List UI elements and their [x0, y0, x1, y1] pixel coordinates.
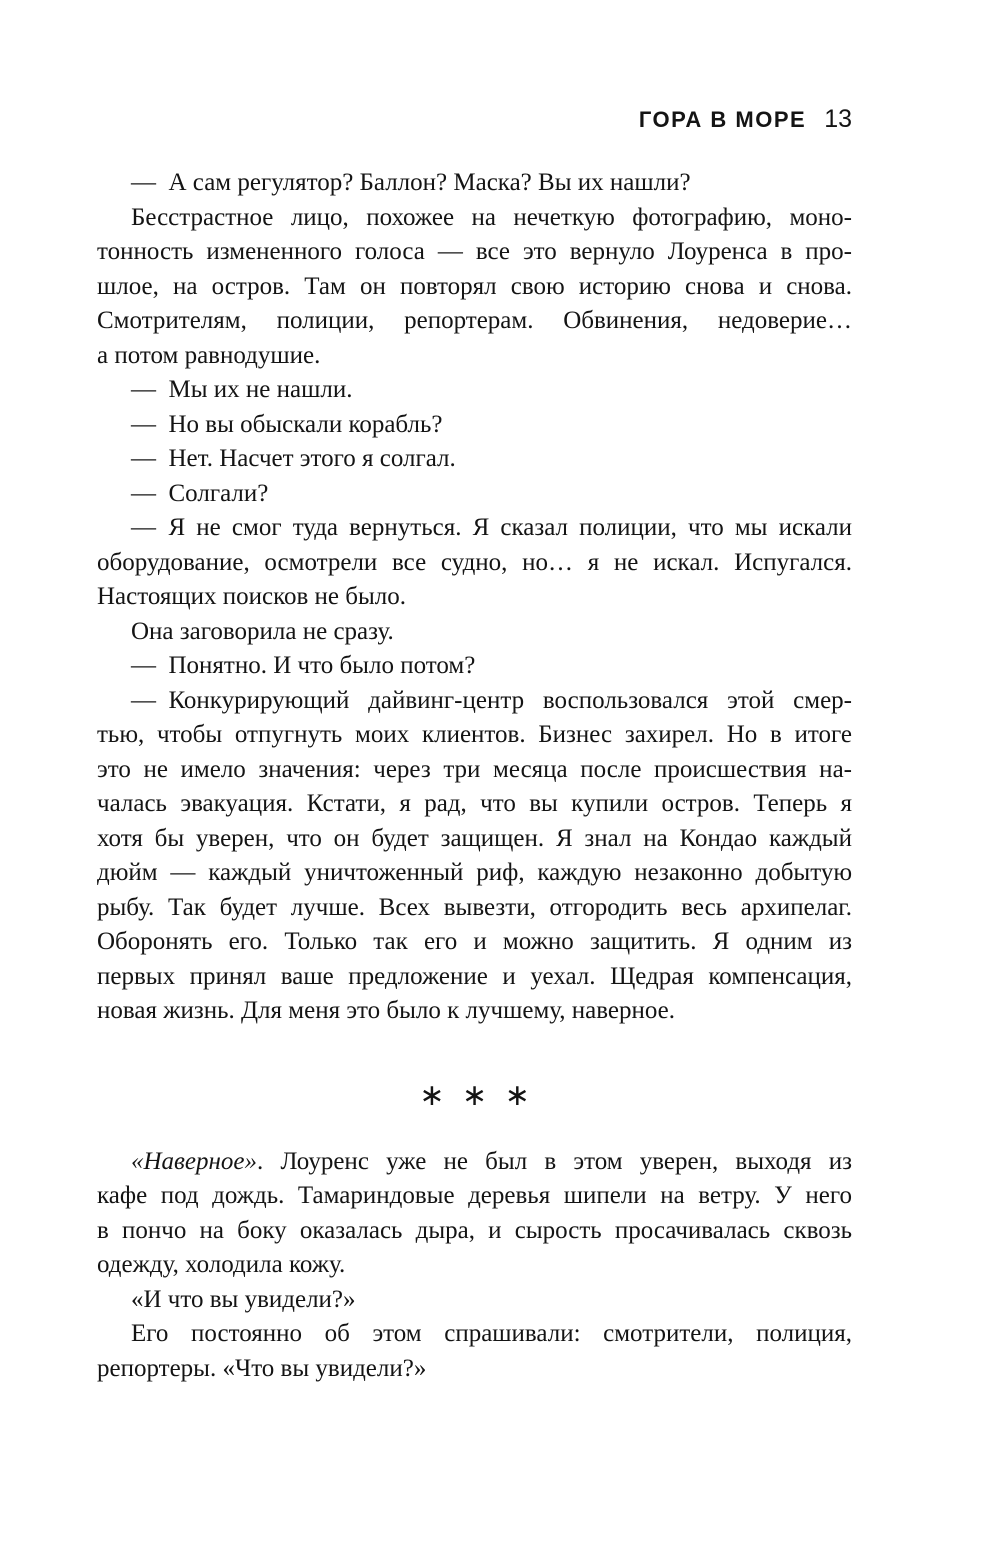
paragraph — [97, 1317, 852, 1386]
paragraph — [97, 442, 852, 477]
paragraph — [97, 166, 852, 201]
text-line: в пончо на боку оказалась дыра, и сырость просачивалась сквозь — [97, 1216, 852, 1244]
paragraph — [97, 684, 852, 1029]
text-line: кафе под дождь. Тамариндовые деревья шипели на ветру. У него — [97, 1182, 852, 1209]
text-line: рыбу. Так будет лучше. Всех вывезти, отгородить весь архипелаг. — [97, 893, 852, 921]
text-line — [97, 1145, 852, 1180]
paragraph — [97, 477, 852, 512]
text-line: дюйм — каждый уничтоженный риф, каждую незаконно добытую — [97, 859, 852, 886]
text-line: — Конкурирующий дайвинг-центр воспользовался этой смер- — [131, 686, 852, 714]
text-line: новая жизнь. Для меня это было к лучшему, наверное. — [97, 997, 676, 1024]
paragraph — [97, 1283, 852, 1318]
text-line: Настоящих поисков не было. — [97, 583, 406, 610]
text-line: Бесстрастное лицо, похожее на нечеткую фотографию, моно- — [131, 203, 852, 231]
text-line: — Нет. Насчет этого я солгал. — [131, 445, 456, 472]
text-line: — Я не смог туда вернуться. Я сказал полиции, что мы искали — [131, 514, 852, 541]
paragraph — [97, 408, 852, 443]
text-line: — А сам регулятор? Баллон? Маска? Вы их нашли? — [131, 169, 691, 196]
text-line: — Солгали? — [131, 479, 269, 507]
text-line: тью, чтобы отпугнуть моих клиентов. Бизнес захирел. Но в итоге — [97, 721, 852, 748]
text-line: Оборонять его. Только так его и можно защитить. Я одним из — [97, 928, 852, 955]
text-line: репортеры. «Что вы увидели?» — [97, 1354, 427, 1382]
text-body — [97, 166, 852, 1386]
text-line: «И что вы увидели?» — [131, 1285, 356, 1313]
italic-text: «Наверное» — [131, 1147, 258, 1175]
text-line: хотя бы уверен, что он будет защищен. Я знал на Кондао каждый — [97, 824, 852, 852]
paragraph — [97, 201, 852, 374]
text-segment: . Лоуренс уже не был в этом уверен, выходя из — [257, 1147, 852, 1175]
text-line: шлое, на остров. Там он повторял свою историю снова и снова. — [97, 272, 852, 300]
running-header — [639, 106, 852, 136]
paragraph — [97, 615, 852, 650]
text-line: первых принял ваше предложение и уехал. Щедрая компенсация, — [97, 962, 852, 990]
text-line: чалась эвакуация. Кстати, я рад, что вы купили остров. Теперь я — [97, 790, 852, 817]
text-line: оборудование, осмотрели все судно, но… я не искал. Испугался. — [97, 548, 852, 576]
paragraph — [97, 373, 852, 408]
text-line: Смотрителям, полиции, репортерам. Обвинения, недоверие… — [97, 307, 852, 334]
text-line: это не имело значения: через три месяца после происшествия на- — [97, 755, 852, 783]
paragraph — [97, 649, 852, 684]
paragraph — [97, 1145, 852, 1283]
text-line: — Понятно. И что было потом? — [131, 652, 476, 679]
text-line: — Но вы обыскали корабль? — [131, 410, 443, 438]
page-number: 13 — [824, 105, 852, 133]
text-line: а потом равнодушие. — [97, 341, 321, 369]
running-title: ГОРА В МОРЕ — [638, 107, 807, 132]
text-line: одежду, холодила кожу. — [97, 1251, 346, 1278]
text-line: Его постоянно об этом спрашивали: смотрители, полиция, — [131, 1320, 852, 1347]
text-line: тонность измененного голоса — все это вернуло Лоуренса в про- — [97, 238, 852, 265]
section-break: ∗ ∗ ∗ — [419, 1077, 530, 1113]
paragraph — [97, 511, 852, 615]
text-line: Она заговорила не сразу. — [131, 617, 394, 645]
text-line: — Мы их не нашли. — [131, 376, 353, 403]
